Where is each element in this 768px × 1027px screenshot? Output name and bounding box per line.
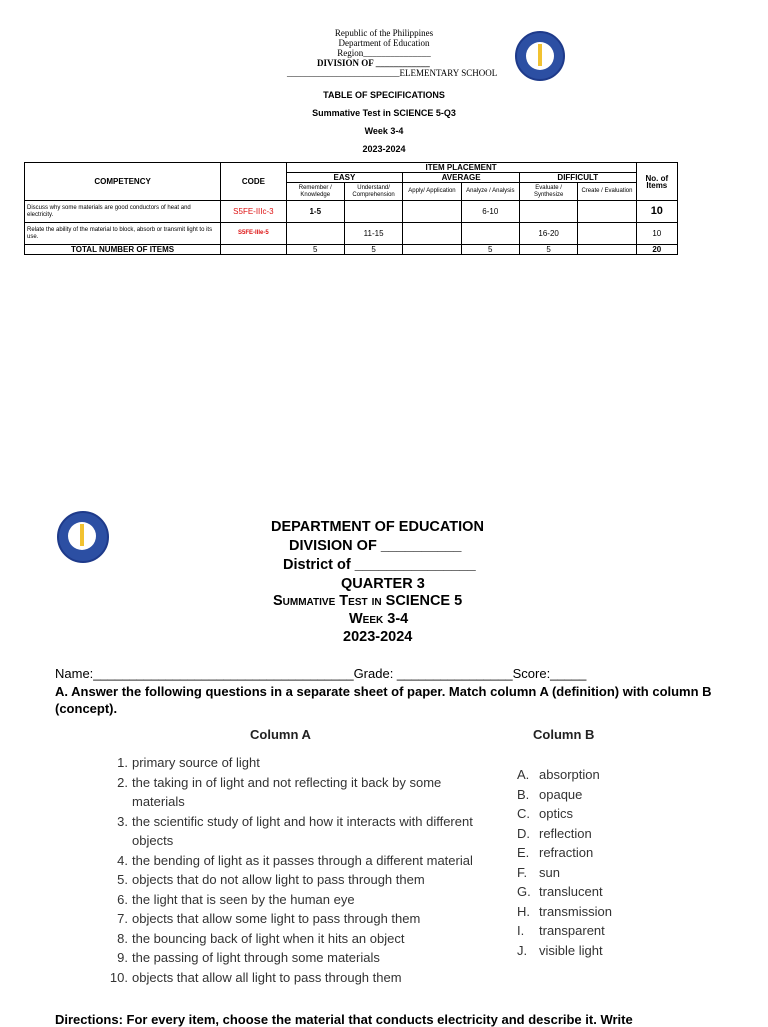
list-item: E. refraction [517, 845, 594, 860]
sub-understand: Understand/ Comprehension [344, 183, 402, 201]
row-analyze [461, 223, 519, 245]
column-a-title: Column A [250, 727, 311, 742]
column-b-title: Column B [533, 727, 595, 742]
list-item: 10. objects that allow all light to pass through them [109, 969, 402, 985]
total-evaluate: 5 [519, 245, 577, 255]
list-item: 6. the light that is seen by the human eye [117, 891, 355, 907]
row-understand [344, 201, 402, 223]
tos-year: 2023-2024 [362, 144, 406, 154]
col-competency: COMPETENCY [25, 163, 221, 201]
row-items: 10 [636, 223, 677, 245]
row-items: 10 [636, 201, 677, 223]
row-apply [403, 223, 461, 245]
row-evaluate [519, 201, 577, 223]
col-no-items: No. of Items [636, 163, 677, 201]
instruction-a: A. Answer the following questions in a separate sheet of paper. Match column A (definition) with column B (concept). [55, 684, 712, 716]
total-items: 20 [636, 245, 677, 255]
row-competency: Relate the ability of the material to block, absorb or transmit light to its use. [25, 223, 221, 245]
row-code: S5FE-IIIe-5 [221, 223, 286, 245]
header-republic: Republic of the Philippines [334, 28, 434, 38]
total-understand: 5 [344, 245, 402, 255]
test-quarter: QUARTER 3 [341, 576, 425, 592]
test-dept-title: DEPARTMENT OF EDUCATION [271, 519, 484, 535]
list-item: I. transparent [517, 923, 605, 938]
total-analyze: 5 [461, 245, 519, 255]
list-item: F. sun [517, 864, 560, 880]
total-label: TOTAL NUMBER OF ITEMS [25, 245, 221, 255]
total-remember: 5 [286, 245, 344, 255]
header-division: DIVISION OF ____________ [317, 58, 430, 68]
list-item: 3. the scientific study of light and how it interacts with different objects [117, 813, 473, 848]
row-create [578, 201, 636, 223]
test-subtitle: Summative Test in SCIENCE 5 [273, 593, 463, 609]
header-region: Region_______________ [337, 48, 431, 58]
directions-text: Directions: For every item, choose the material that conducts electricity and describe it. Write [55, 1012, 633, 1027]
row-understand: 11-15 [344, 223, 402, 245]
sub-apply: Apply/ Application [403, 183, 461, 201]
test-district: District of _______________ [283, 557, 476, 573]
list-item: G. translucent [517, 884, 603, 899]
sub-remember: Remember / Knowledge [286, 183, 344, 201]
tos-title: TABLE OF SPECIFICATIONS [323, 90, 445, 100]
col-easy: EASY [286, 173, 403, 183]
total-create [578, 245, 636, 255]
table-row [25, 201, 678, 223]
col-code: CODE [221, 163, 286, 201]
row-analyze: 6-10 [461, 201, 519, 223]
list-item: 2. the taking in of light and not reflecting it back by some materials [117, 774, 442, 809]
tos-subtitle: Summative Test in SCIENCE 5-Q3 [312, 108, 456, 118]
tos-week: Week 3-4 [364, 126, 404, 136]
list-item: J. visible light [517, 942, 603, 958]
deped-seal-logo [57, 511, 109, 563]
list-item: 4. the bending of light as it passes through a different material [117, 852, 473, 868]
list-item: B. opaque [517, 786, 583, 802]
row-create [578, 223, 636, 245]
sub-evaluate: Evaluate / Synthesize [519, 183, 577, 201]
list-item: 5. objects that do not allow light to pass through them [117, 872, 425, 887]
row-competency: Discuss why some materials are good conductors of heat and electricity. [25, 201, 221, 223]
sub-create: Create / Evaluation [578, 183, 636, 201]
column-b-list [517, 765, 657, 960]
row-remember: 1-5 [286, 201, 344, 223]
row-apply [403, 201, 461, 223]
col-difficult: DIFFICULT [519, 173, 636, 183]
list-item: C. optics [517, 806, 573, 821]
list-item: A. absorption [517, 767, 600, 782]
test-year: 2023-2024 [343, 629, 413, 645]
header-deped: Department of Education [338, 38, 430, 48]
list-item: 7. objects that allow some light to pass through them [117, 911, 421, 926]
col-average: AVERAGE [403, 173, 520, 183]
specifications-table [24, 162, 678, 255]
column-a-list [100, 753, 480, 987]
list-item: 9. the passing of light through some materials [117, 950, 380, 965]
col-item-placement: ITEM PLACEMENT [286, 163, 636, 173]
header-school: _________________________ELEMENTARY SCHOOL [287, 68, 498, 78]
list-item: 8. the bouncing back of light when it hits an object [117, 930, 405, 946]
name-grade-score-line: Name:____________________________________Grade: ________________Score:_____ [55, 666, 587, 681]
row-remember [286, 223, 344, 245]
list-item: D. reflection [517, 825, 592, 841]
row-evaluate: 16-20 [519, 223, 577, 245]
sub-analyze: Analyze / Analysis [461, 183, 519, 201]
list-item: H. transmission [517, 903, 612, 919]
table-total-row [25, 245, 678, 255]
row-code: S5FE-IIIc-3 [221, 201, 286, 223]
test-division: DIVISION OF __________ [289, 538, 462, 554]
total-apply [403, 245, 461, 255]
table-row [25, 223, 678, 245]
list-item: 1. primary source of light [117, 755, 260, 770]
test-week: Week 3-4 [349, 611, 409, 627]
